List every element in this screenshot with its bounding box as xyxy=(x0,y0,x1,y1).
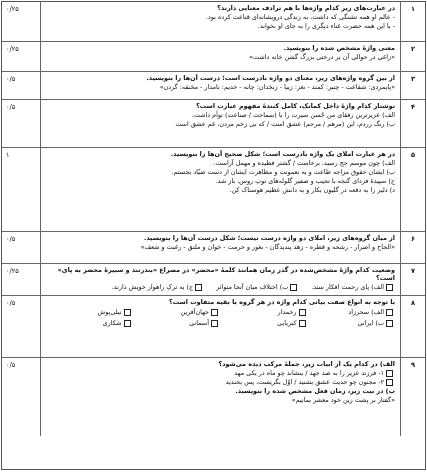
option[interactable] xyxy=(220,308,308,316)
question-score: ۰/۵ xyxy=(2,100,41,147)
question-line: «پایمردی: شفاعت - چنبر: کمند - نغز: زیبا - زنخدان: چانه - خدیم: نامدار - مخنقه: گردن» xyxy=(159,83,395,91)
question-score: ۰/۵ xyxy=(2,358,41,436)
question-number: ۵ xyxy=(400,148,425,231)
question-body xyxy=(41,100,400,147)
question-line: الف) چون موسم حج رسید، برخاست / گشتر فطیده و مهمل آراست. xyxy=(213,159,395,167)
question-body xyxy=(41,148,400,231)
option[interactable] xyxy=(216,283,299,291)
option[interactable] xyxy=(311,283,395,291)
option[interactable] xyxy=(308,319,396,327)
question-body xyxy=(41,232,400,263)
question-number: ۶ xyxy=(400,232,425,263)
question-score: ۰/۲۵ xyxy=(2,42,41,71)
question-line: «گفتار بر پشت زین خود معشر بمانیم» xyxy=(291,396,395,404)
question-row xyxy=(2,264,425,296)
question-title: معنی واژهٔ مشخص شده را بنویسید. xyxy=(283,44,395,52)
question-title: در هر عبارت املای یک واژه نادرست است؛ شکل صحیح آن‌ها را بنویسید. xyxy=(170,150,395,158)
question-number: ۷ xyxy=(400,264,425,295)
question-line: ب) ایشان حقوق مزاجه طاعت و به نعمونت و مظاهرت ایشان از دست صیّاد بجستم. xyxy=(171,168,395,176)
option[interactable] xyxy=(45,319,133,327)
question-body xyxy=(41,72,400,99)
checkbox[interactable] xyxy=(299,309,306,316)
question-title: در عبارت‌های زیر کدام واژه‌ها با هم ترادف معنایی دارند؟ xyxy=(217,4,395,12)
question-subtitle: ب) در بیت زیر، زمان فعل مشخص شده را بنویسید. xyxy=(235,387,395,395)
question-score: ۰/۵ xyxy=(2,296,41,357)
question-row xyxy=(2,42,425,72)
question-score: ۰/۵ xyxy=(2,72,41,99)
question-number: ۴ xyxy=(400,100,425,147)
option-label: شکاری xyxy=(102,319,122,327)
checkbox[interactable] xyxy=(211,320,218,327)
question-title: الف) در کدام یک از ابیات زیر، جملهٔ مرکب دیده می‌شود؟ xyxy=(218,360,395,368)
option-label: رخمدار xyxy=(277,308,297,316)
checkbox[interactable] xyxy=(124,320,131,327)
option[interactable] xyxy=(133,319,221,327)
question-row xyxy=(2,358,425,436)
question-line: «الحاح و اصرار - رشحه و قطره - زهد پندیدگان - بغور و حرمت - خوان و ملتق - رغبت و شعف» xyxy=(140,243,395,251)
option-label: الف) پای رحمت افکار ستد. xyxy=(311,283,384,291)
question-number: ۸ xyxy=(400,296,425,357)
checkbox[interactable] xyxy=(211,309,218,316)
question-row xyxy=(2,100,425,148)
option[interactable] xyxy=(45,308,133,316)
question-line: ج) سپیدهٔ فردای گنجه با تحیب و صفیر گلوله‌های توپ روس، باز شد. xyxy=(215,177,395,185)
checkbox[interactable] xyxy=(299,320,306,327)
checkbox[interactable] xyxy=(386,284,393,291)
option[interactable] xyxy=(112,283,204,291)
question-title: با توجه به انواع صفت بیانی کدام واژه در هر گروه با بقیه متفاوت است؟ xyxy=(169,298,395,306)
option[interactable] xyxy=(308,308,396,316)
option-label: آسمانی xyxy=(189,319,209,327)
option-label: جهان‌آفرین xyxy=(180,308,209,316)
checkbox[interactable] xyxy=(386,370,393,377)
question-row xyxy=(2,72,425,100)
question-score: ۱ xyxy=(2,148,41,231)
question-number: ۱ xyxy=(400,2,425,41)
question-score: ۰/۵ xyxy=(2,232,41,263)
option[interactable] xyxy=(45,369,395,377)
question-number: ۹ xyxy=(400,358,425,436)
question-row xyxy=(2,2,425,42)
question-line: «زاغی در حوالی آن بر درختی بزرگ گشن خانه داشت» xyxy=(249,53,395,61)
question-row xyxy=(2,232,425,264)
option-list xyxy=(45,283,395,291)
question-line: الف) عزیزترین رفقای من حُسن سیرت را با (سماحت / صناعت) توأم داشت. xyxy=(191,111,395,119)
option-label: کبریایی xyxy=(277,319,297,327)
question-body xyxy=(41,264,400,295)
option[interactable] xyxy=(133,308,221,316)
option-label: ب) ایرانی xyxy=(357,319,384,327)
question-title: از میان گروه‌های زیر، املای دو واژه درست نیست؛ شکل درست آن‌ها را بنویسید. xyxy=(143,234,395,242)
checkbox[interactable] xyxy=(195,284,202,291)
question-line: - عالم او همه تشنگی که داشت، به زندگی درویشانه‌ای قناعت کرده بود. xyxy=(205,13,395,21)
option-label: ۲- مجنون چو حدیث عشق بشنید / اوّل بگریست، پس بخندید xyxy=(225,378,384,386)
question-title: از بین گروه واژه‌های زیر، معنای دو واژه نادرست است؛ درست آن‌ها را بنویسید. xyxy=(146,74,395,82)
exam-sheet xyxy=(1,1,426,470)
option-label: الف) سحرزاد xyxy=(348,308,384,316)
question-body xyxy=(41,296,400,357)
option[interactable] xyxy=(220,319,308,327)
question-score: ۰/۲۵ xyxy=(2,264,41,295)
option-grid xyxy=(45,308,395,327)
option-label: ب) اختلاف میان آنجا متوائر xyxy=(216,283,289,291)
question-line: ب) رنگ زردم، این (مرهم / مرحم) عشق است / که بی زخم مردن، غم عشق است xyxy=(175,120,395,128)
question-title: نوشتار کدام واژهٔ داخل کمانک، کامل کنندهٔ مفهوم عبارت است؟ xyxy=(196,102,395,110)
option-label: نیلی‌پوش xyxy=(97,308,122,316)
question-row xyxy=(2,296,425,358)
question-line: د) دلیر را به دفعه در گلیون بکار و به دانش عظیم هوسناک کن. xyxy=(229,186,395,194)
question-body xyxy=(41,2,400,41)
question-row xyxy=(2,148,425,232)
question-body xyxy=(41,42,400,71)
checkbox[interactable] xyxy=(124,309,131,316)
checkbox[interactable] xyxy=(386,320,393,327)
checkbox[interactable] xyxy=(290,284,297,291)
question-line: - با این همه حضرت غناء دیگری را به جای او نخواند. xyxy=(257,22,395,30)
question-number: ۳ xyxy=(400,72,425,99)
question-score: ۰/۲۵ xyxy=(2,2,41,41)
option-label: ۱- فرزند عزیز را به صد جهد / بنشاند چو ماه در یکی مهد xyxy=(234,369,384,377)
question-title: وضعیت کدام واژهٔ مشخص‌شده در گذر زمان همانند کلمهٔ «محضر» در مصراع «بندر‌نند و سبیرهٔ محضر به پای» است؟ xyxy=(57,266,395,282)
question-body xyxy=(41,358,400,436)
option[interactable] xyxy=(45,378,395,386)
checkbox[interactable] xyxy=(386,309,393,316)
checkbox[interactable] xyxy=(386,379,393,386)
question-number: ۲ xyxy=(400,42,425,71)
option-label: ج) به ترکِ راهوار خویش دارند. xyxy=(111,283,194,291)
